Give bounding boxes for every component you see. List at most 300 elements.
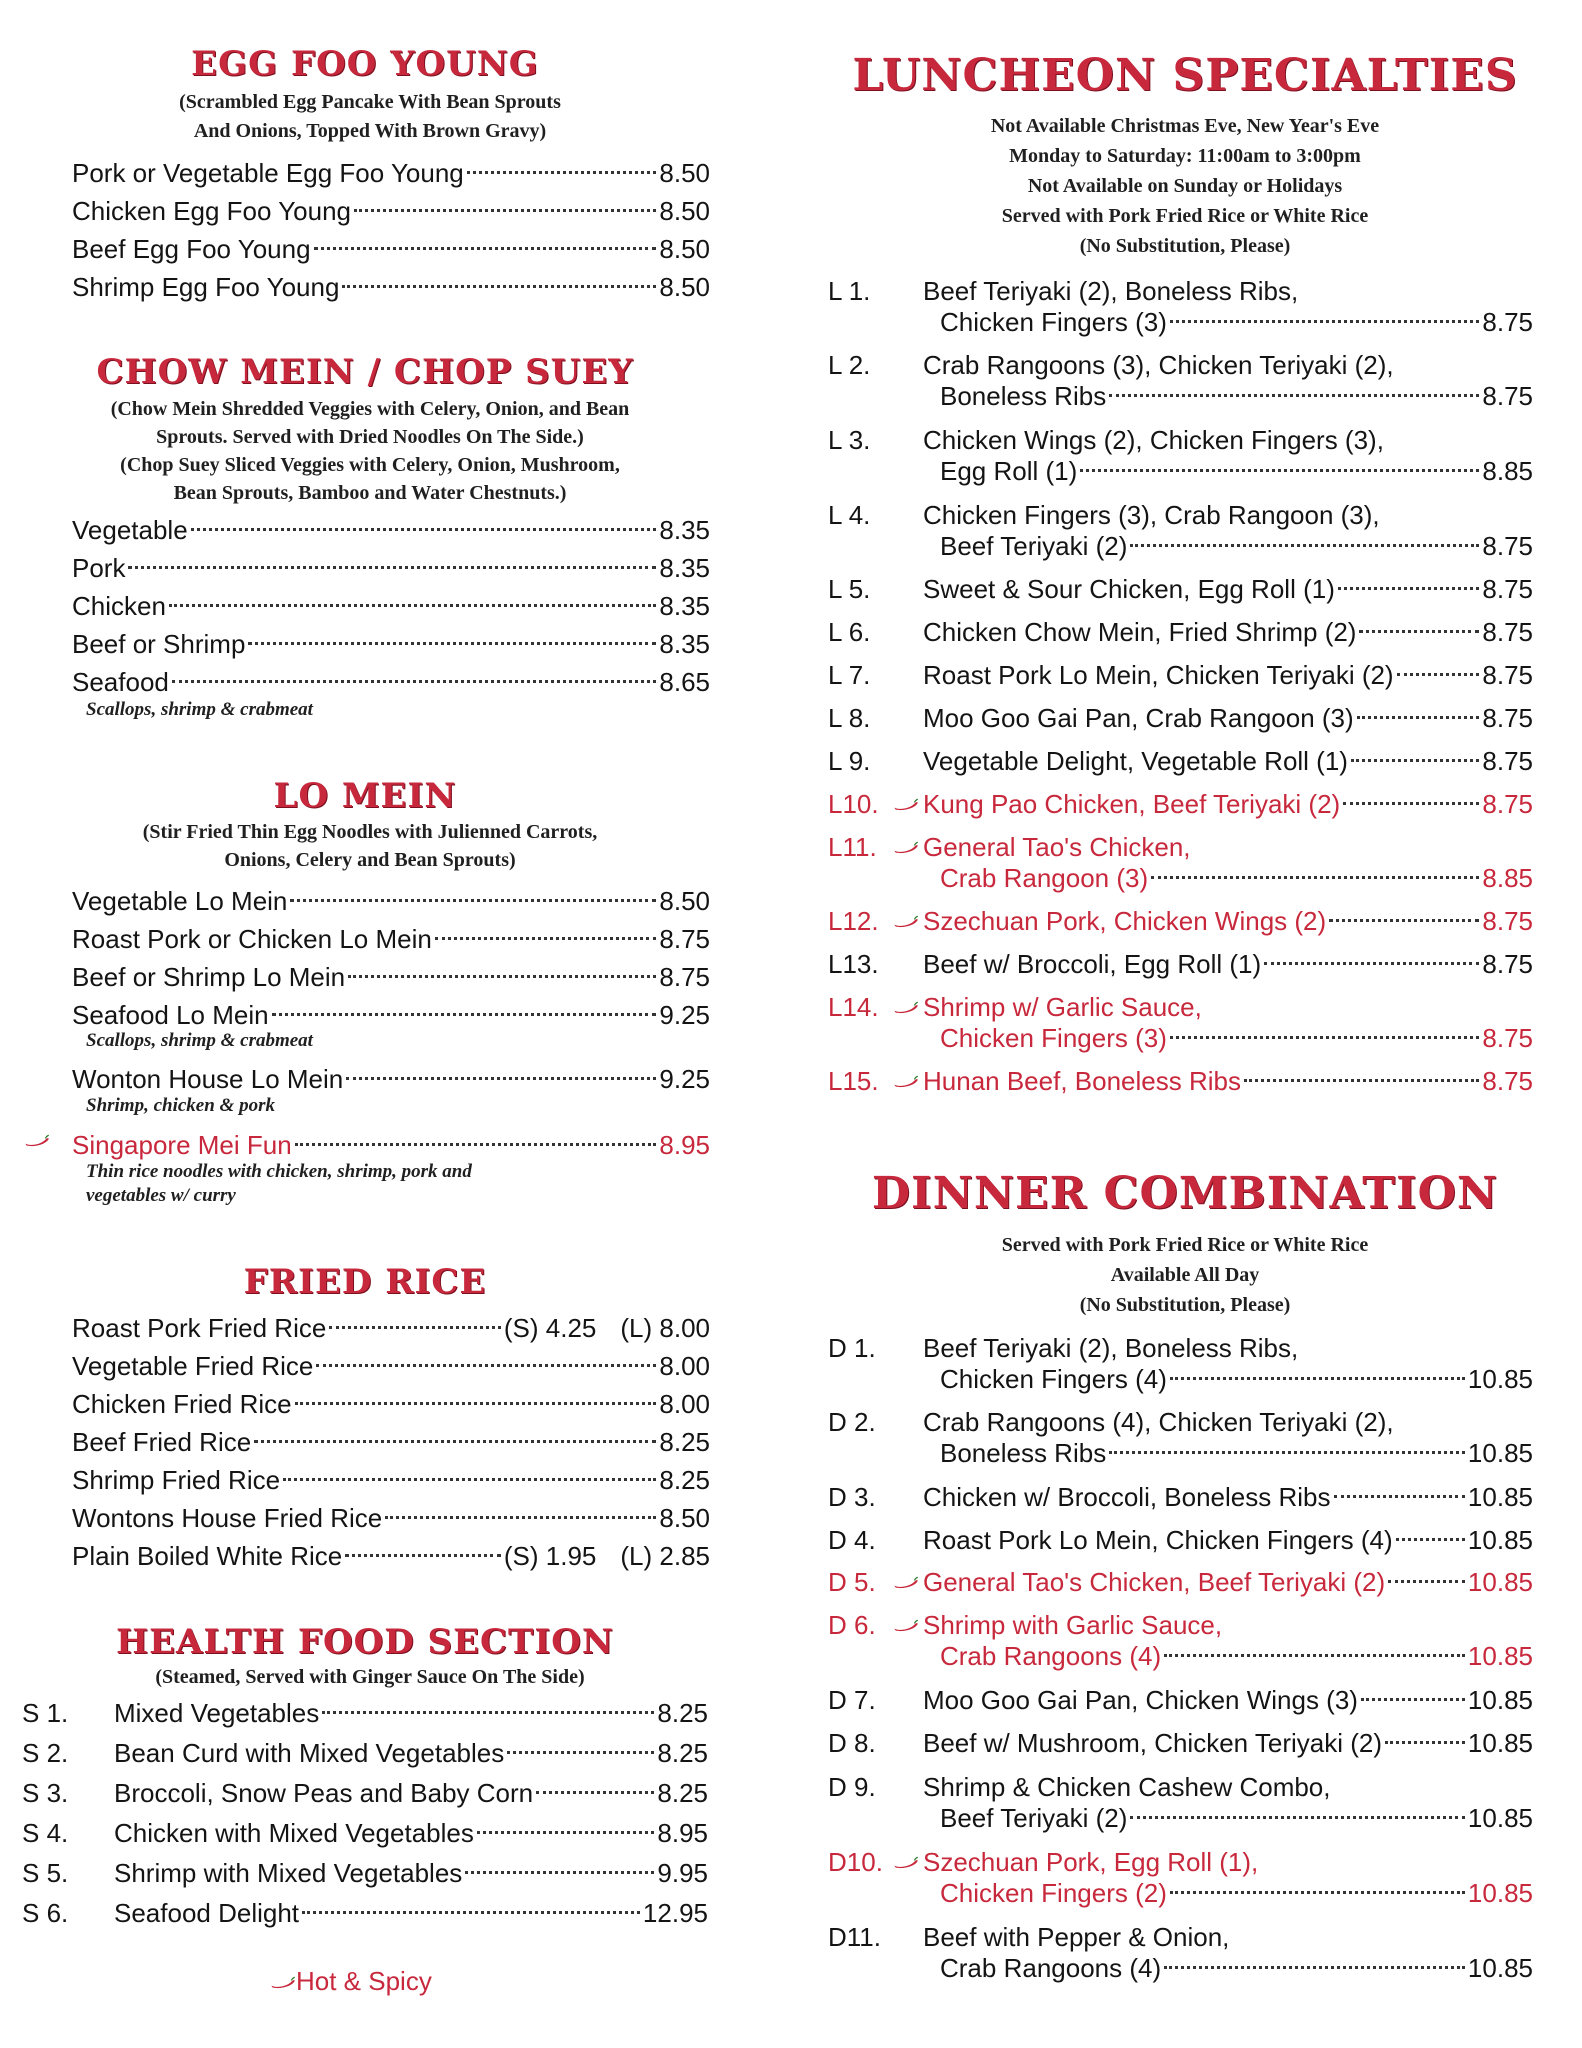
item-price: 8.75 [1482, 789, 1533, 819]
lo-mein-title: LO MEIN [273, 776, 457, 816]
item-text: Hunan Beef, Boneless Ribs [923, 1066, 1241, 1096]
dinner-item [828, 1772, 1533, 1836]
dinner-item [828, 1333, 1533, 1397]
item-name: Chicken with Mixed Vegetables [114, 1818, 474, 1848]
item-code: L 4. [828, 500, 871, 530]
chili-pepper-icon [893, 1001, 919, 1015]
item-note: vegetables w/ curry [86, 1185, 236, 1206]
luncheon-item [828, 574, 1533, 608]
item-price: 8.75 [1482, 660, 1533, 690]
item-price: 12.95 [642, 1898, 708, 1928]
menu-item [72, 1347, 710, 1385]
leader-dots [128, 566, 656, 569]
leader-dots [507, 1751, 654, 1754]
lo-mein-subtitle-2: Onions, Celery and Bean Sprouts) [224, 849, 516, 871]
menu-item [72, 268, 710, 306]
item-price: 8.75 [1482, 906, 1533, 936]
item-line-2: Chicken Fingers (3) [940, 1023, 1167, 1053]
luncheon-item-spicy [828, 1066, 1533, 1100]
item-line-2: Beef Teriyaki (2) [940, 1803, 1128, 1833]
item-code: L14. [828, 992, 879, 1022]
leader-dots [1244, 1079, 1479, 1082]
menu-item [72, 549, 710, 587]
item-price: 8.25 [657, 1778, 708, 1808]
item-name: Vegetable [72, 515, 188, 545]
health-food-subtitle: (Steamed, Served with Ginger Sauce On The Side) [155, 1666, 585, 1688]
item-code: L15. [828, 1066, 879, 1096]
leader-dots [1109, 394, 1479, 397]
item-code: D 8. [828, 1728, 876, 1758]
leader-dots [467, 171, 657, 174]
chow-mein-title: CHOW MEIN / CHOP SUEY [96, 352, 634, 392]
leader-dots [477, 1831, 655, 1834]
item-line-2: Crab Rangoons (4) [940, 1953, 1162, 1983]
menu-item [72, 882, 710, 920]
chow-mein-subtitle-1: (Chow Mein Shredded Veggies with Celery, Onion, and Bean [110, 398, 630, 420]
item-price: 8.35 [659, 591, 710, 621]
item-code: D 6. [828, 1610, 876, 1640]
luncheon-item-spicy [828, 832, 1533, 896]
item-name: Beef or Shrimp Lo Mein [72, 962, 346, 992]
menu-item [72, 1385, 710, 1423]
item-price: 10.85 [1467, 1567, 1533, 1597]
item-name: Pork [72, 553, 126, 583]
item-code: D 1. [828, 1333, 876, 1363]
menu-item-spicy [72, 1126, 710, 1164]
item-code: S 5. [22, 1858, 69, 1888]
leader-dots [1397, 673, 1480, 676]
leader-dots [342, 285, 656, 288]
item-price: 8.75 [1482, 1023, 1533, 1053]
luncheon-item [828, 949, 1533, 983]
item-note: Scallops, shrimp & crabmeat [86, 699, 313, 720]
item-code: D11. [828, 1922, 881, 1952]
item-name: Shrimp Fried Rice [72, 1465, 281, 1495]
item-price: 8.35 [659, 553, 710, 583]
egg-foo-young-title: EGG FOO YOUNG [191, 44, 539, 84]
item-code: D 7. [828, 1685, 876, 1715]
item-line-1: Chicken Fingers (3), Crab Rangoon (3), [923, 500, 1380, 530]
item-line-1: Crab Rangoons (3), Chicken Teriyaki (2), [923, 350, 1394, 380]
chow-mein-subtitle-4: Bean Sprouts, Bamboo and Water Chestnuts.) [173, 482, 567, 504]
item-line-1: Crab Rangoons (4), Chicken Teriyaki (2), [923, 1407, 1394, 1437]
dinner-title: DINNER COMBINATION [871, 1168, 1499, 1219]
chili-pepper-icon [893, 1576, 919, 1590]
dinner-item [828, 1728, 1533, 1762]
item-price: 8.35 [659, 515, 710, 545]
leader-dots [254, 1440, 656, 1443]
leader-dots [536, 1791, 654, 1794]
dinner-item-spicy [828, 1847, 1533, 1911]
chili-pepper-icon [893, 1856, 919, 1870]
item-price: 8.25 [657, 1738, 708, 1768]
item-name: Seafood [72, 667, 169, 697]
legend-label: Hot & Spicy [296, 1966, 432, 1996]
fried-rice-title: FRIED RICE [243, 1262, 487, 1302]
item-price: 8.75 [1482, 746, 1533, 776]
leader-dots [435, 937, 657, 940]
dinner-subtitle-2: Available All Day [1110, 1264, 1260, 1286]
item-note: Thin rice noodles with chicken, shrimp, pork and [86, 1161, 472, 1182]
item-code: S 3. [22, 1778, 69, 1808]
dinner-item [828, 1525, 1533, 1559]
item-text: Roast Pork Lo Mein, Chicken Fingers (4) [923, 1525, 1393, 1555]
dinner-item [828, 1685, 1533, 1719]
item-code: D 9. [828, 1772, 876, 1802]
item-price: 8.95 [657, 1818, 708, 1848]
item-code: L 7. [828, 660, 871, 690]
item-text: Sweet & Sour Chicken, Egg Roll (1) [923, 574, 1335, 604]
chili-pepper-icon [270, 1976, 296, 1990]
luncheon-item-spicy [828, 992, 1533, 1056]
dinner-subtitle-3: (No Substitution, Please) [1079, 1294, 1291, 1316]
menu-item [72, 1499, 710, 1537]
item-price: 8.50 [659, 1503, 710, 1533]
leader-dots [1357, 716, 1480, 719]
leader-dots [295, 1143, 657, 1146]
menu-item [72, 511, 710, 549]
small-price: (S) 1.95 [503, 1541, 597, 1571]
item-code: L11. [828, 832, 877, 862]
item-code: L13. [828, 949, 879, 979]
luncheon-item-spicy [828, 789, 1533, 823]
item-price: 8.25 [657, 1698, 708, 1728]
item-code: L 2. [828, 350, 871, 380]
item-name: Wonton House Lo Mein [72, 1064, 344, 1094]
leader-dots [1329, 919, 1479, 922]
menu-item [72, 625, 710, 663]
item-price: 8.75 [659, 962, 710, 992]
item-code: S 1. [22, 1698, 69, 1728]
item-name: Pork or Vegetable Egg Foo Young [72, 158, 464, 188]
large-price: (L) 8.00 [620, 1313, 710, 1343]
large-price: (L) 2.85 [620, 1541, 710, 1571]
item-code: D10. [828, 1847, 883, 1877]
item-price: 10.85 [1467, 1803, 1533, 1833]
item-price: 8.75 [1482, 1066, 1533, 1096]
menu-item [72, 154, 710, 192]
leader-dots [1164, 1654, 1465, 1657]
hot-spicy-legend [270, 1966, 432, 1997]
item-price: 8.65 [659, 667, 710, 697]
item-text: Moo Goo Gai Pan, Crab Rangoon (3) [923, 703, 1354, 733]
item-text: Chicken w/ Broccoli, Boneless Ribs [923, 1482, 1331, 1512]
item-price: 8.75 [659, 924, 710, 954]
item-line-2: Chicken Fingers (4) [940, 1364, 1167, 1394]
chili-pepper-icon [893, 1619, 919, 1633]
item-line-2: Crab Rangoons (4) [940, 1641, 1162, 1671]
item-name: Wontons House Fried Rice [72, 1503, 383, 1533]
item-code: L12. [828, 906, 879, 936]
item-name: Beef Fried Rice [72, 1427, 252, 1457]
chili-pepper-icon [893, 798, 919, 812]
chili-pepper-icon [893, 841, 919, 855]
menu-item [22, 1858, 708, 1896]
item-price: 8.00 [659, 1389, 710, 1419]
item-line-1: Chicken Wings (2), Chicken Fingers (3), [923, 425, 1384, 455]
item-code: S 2. [22, 1738, 69, 1768]
leader-dots [1151, 876, 1479, 879]
leader-dots [1359, 630, 1479, 633]
item-price: 10.85 [1467, 1685, 1533, 1715]
item-price: 8.35 [659, 629, 710, 659]
leader-dots [329, 1326, 501, 1329]
leader-dots [385, 1516, 656, 1519]
luncheon-item [828, 617, 1533, 651]
menu-item [72, 587, 710, 625]
dinner-item-spicy [828, 1567, 1533, 1601]
item-line-1: General Tao's Chicken, [923, 832, 1191, 862]
item-price: 10.85 [1467, 1641, 1533, 1671]
item-price: 8.25 [659, 1465, 710, 1495]
item-price: 10.85 [1467, 1438, 1533, 1468]
leader-dots [295, 1402, 657, 1405]
item-code: D 2. [828, 1407, 876, 1437]
item-name: Shrimp Egg Foo Young [72, 272, 340, 302]
leader-dots [172, 680, 657, 683]
item-price: 9.25 [659, 1064, 710, 1094]
menu-item [72, 192, 710, 230]
item-price: 8.75 [1482, 531, 1533, 561]
luncheon-item [828, 500, 1533, 564]
leader-dots [1361, 1698, 1465, 1701]
luncheon-item [828, 746, 1533, 780]
item-price: 8.85 [1482, 456, 1533, 486]
item-line-1: Beef Teriyaki (2), Boneless Ribs, [923, 1333, 1299, 1363]
item-price: 8.75 [1482, 703, 1533, 733]
item-text: Szechuan Pork, Chicken Wings (2) [923, 906, 1327, 936]
dinner-item [828, 1407, 1533, 1471]
item-name: Beef Egg Foo Young [72, 234, 311, 264]
leader-dots [1385, 1741, 1465, 1744]
menu-item [72, 958, 710, 996]
item-code: L 6. [828, 617, 871, 647]
item-price: 10.85 [1467, 1728, 1533, 1758]
menu-item [22, 1818, 708, 1856]
luncheon-subtitle-3: Not Available on Sunday or Holidays [1027, 175, 1343, 197]
chow-mein-subtitle-3: (Chop Suey Sliced Veggies with Celery, Onion, Mushroom, [120, 454, 620, 476]
luncheon-subtitle-5: (No Substitution, Please) [1079, 235, 1291, 257]
leader-dots [314, 247, 657, 250]
item-name: Roast Pork or Chicken Lo Mein [72, 924, 432, 954]
leader-dots [1170, 320, 1480, 323]
item-price: 8.75 [1482, 307, 1533, 337]
leader-dots [1109, 1451, 1465, 1454]
luncheon-item [828, 703, 1533, 737]
luncheon-subtitle-1: Not Available Christmas Eve, New Year's Eve [990, 115, 1380, 137]
item-line-1: Shrimp with Garlic Sauce, [923, 1610, 1223, 1640]
item-name: Roast Pork Fried Rice [72, 1313, 327, 1343]
item-line-2: Egg Roll (1) [940, 456, 1078, 486]
menu-item [72, 1423, 710, 1461]
dinner-item [828, 1922, 1533, 1986]
item-price: 8.95 [659, 1130, 710, 1160]
leader-dots [322, 1711, 654, 1714]
leader-dots [346, 1077, 656, 1080]
leader-dots [1334, 1495, 1465, 1498]
chili-pepper-icon [893, 915, 919, 929]
item-code: L 3. [828, 425, 871, 455]
menu-item [72, 1060, 710, 1098]
item-name: Chicken Fried Rice [72, 1389, 292, 1419]
leader-dots [1388, 1580, 1465, 1583]
luncheon-subtitle-4: Served with Pork Fried Rice or White Rice [1001, 205, 1369, 227]
item-code: L 5. [828, 574, 871, 604]
leader-dots [1351, 759, 1479, 762]
leader-dots [348, 975, 656, 978]
lo-mein-subtitle-1: (Stir Fried Thin Egg Noodles with Julienned Carrots, [142, 821, 598, 843]
leader-dots [316, 1364, 656, 1367]
chili-pepper-icon [24, 1134, 50, 1148]
leader-dots [290, 899, 656, 902]
item-text: Chicken Chow Mein, Fried Shrimp (2) [923, 617, 1357, 647]
leader-dots [302, 1911, 640, 1914]
item-price: 8.25 [659, 1427, 710, 1457]
leader-dots [1080, 469, 1479, 472]
item-name: Bean Curd with Mixed Vegetables [114, 1738, 505, 1768]
item-price: 8.75 [1482, 381, 1533, 411]
item-name: Vegetable Lo Mein [72, 886, 288, 916]
item-name: Singapore Mei Fun [72, 1130, 292, 1160]
leader-dots [465, 1871, 654, 1874]
chili-pepper-icon [893, 1075, 919, 1089]
item-name: Chicken [72, 591, 166, 621]
item-price: 8.50 [659, 234, 710, 264]
item-price: 10.85 [1467, 1953, 1533, 1983]
item-price: 8.75 [1482, 949, 1533, 979]
item-line-1: Beef with Pepper & Onion, [923, 1922, 1230, 1952]
leader-dots [283, 1478, 656, 1481]
item-line-1: Shrimp & Chicken Cashew Combo, [923, 1772, 1331, 1802]
item-code: L 8. [828, 703, 871, 733]
menu-item [22, 1738, 708, 1776]
luncheon-item [828, 276, 1533, 340]
item-price: 10.85 [1467, 1525, 1533, 1555]
item-name: Mixed Vegetables [114, 1698, 320, 1728]
item-code: D 4. [828, 1525, 876, 1555]
leader-dots [1170, 1036, 1480, 1039]
menu-item [72, 1537, 710, 1575]
luncheon-subtitle-2: Monday to Saturday: 11:00am to 3:00pm [1009, 145, 1361, 167]
leader-dots [1396, 1538, 1465, 1541]
item-name: Seafood Delight [114, 1898, 300, 1928]
chow-mein-subtitle-2: Sprouts. Served with Dried Noodles On The Side.) [156, 426, 584, 448]
leader-dots [354, 209, 656, 212]
item-price: 8.50 [659, 886, 710, 916]
luncheon-item [828, 425, 1533, 489]
item-line-2: Boneless Ribs [940, 381, 1107, 411]
luncheon-item-spicy [828, 906, 1533, 940]
item-name: Chicken Egg Foo Young [72, 196, 351, 226]
egg-foo-young-subtitle-2: And Onions, Topped With Brown Gravy) [193, 120, 547, 142]
item-line-2: Beef Teriyaki (2) [940, 531, 1128, 561]
menu-item [72, 230, 710, 268]
dinner-item [828, 1482, 1533, 1516]
item-name: Broccoli, Snow Peas and Baby Corn [114, 1778, 534, 1808]
menu-item [72, 1461, 710, 1499]
item-line-2: Chicken Fingers (2) [940, 1878, 1167, 1908]
item-price: 8.00 [659, 1351, 710, 1381]
item-name: Beef or Shrimp [72, 629, 246, 659]
item-code: S 4. [22, 1818, 69, 1848]
item-text: Kung Pao Chicken, Beef Teriyaki (2) [923, 789, 1341, 819]
dinner-subtitle-1: Served with Pork Fried Rice or White Rice [1001, 1234, 1369, 1256]
item-price: 10.85 [1467, 1482, 1533, 1512]
item-price: 10.85 [1467, 1364, 1533, 1394]
leader-dots [1130, 544, 1479, 547]
leader-dots [1170, 1377, 1465, 1380]
item-code: L 9. [828, 746, 871, 776]
item-name: Plain Boiled White Rice [72, 1541, 343, 1571]
item-code: L10. [828, 789, 879, 819]
item-price: 10.85 [1467, 1878, 1533, 1908]
leader-dots [248, 642, 656, 645]
menu-item [72, 920, 710, 958]
item-text: Beef w/ Broccoli, Egg Roll (1) [923, 949, 1262, 979]
luncheon-item [828, 660, 1533, 694]
leader-dots [1338, 587, 1480, 590]
item-text: Roast Pork Lo Mein, Chicken Teriyaki (2) [923, 660, 1394, 690]
egg-foo-young-subtitle-1: (Scrambled Egg Pancake With Bean Sprouts [179, 91, 561, 113]
leader-dots [1164, 1966, 1465, 1969]
item-price: 8.75 [1482, 574, 1533, 604]
dinner-item-spicy [828, 1610, 1533, 1674]
item-text: Moo Goo Gai Pan, Chicken Wings (3) [923, 1685, 1358, 1715]
menu-item [72, 663, 710, 701]
item-name: Shrimp with Mixed Vegetables [114, 1858, 463, 1888]
item-line-1: Beef Teriyaki (2), Boneless Ribs, [923, 276, 1299, 306]
item-price: 9.95 [657, 1858, 708, 1888]
small-price: (S) 4.25 [503, 1313, 597, 1343]
item-note: Scallops, shrimp & crabmeat [86, 1030, 313, 1051]
item-text: Beef w/ Mushroom, Chicken Teriyaki (2) [923, 1728, 1383, 1758]
luncheon-title: LUNCHEON SPECIALTIES [852, 50, 1518, 101]
luncheon-item [828, 350, 1533, 414]
item-text: General Tao's Chicken, Beef Teriyaki (2) [923, 1567, 1386, 1597]
item-price: 9.25 [659, 1000, 710, 1030]
leader-dots [169, 604, 656, 607]
item-line-2: Chicken Fingers (3) [940, 307, 1167, 337]
leader-dots [191, 528, 657, 531]
menu-item [22, 1698, 708, 1736]
menu-item [72, 1309, 710, 1347]
item-note: Shrimp, chicken & pork [86, 1095, 275, 1116]
item-line-1: Szechuan Pork, Egg Roll (1), [923, 1847, 1259, 1877]
item-code: D 5. [828, 1567, 876, 1597]
item-line-2: Boneless Ribs [940, 1438, 1107, 1468]
item-price: 8.50 [659, 196, 710, 226]
item-code: S 6. [22, 1898, 69, 1928]
leader-dots [1170, 1891, 1465, 1894]
item-name: Seafood Lo Mein [72, 1000, 269, 1030]
item-line-2: Crab Rangoon (3) [940, 863, 1149, 893]
item-code: D 3. [828, 1482, 876, 1512]
menu-item [22, 1778, 708, 1816]
item-line-1: Shrimp w/ Garlic Sauce, [923, 992, 1202, 1022]
item-price: 8.50 [659, 158, 710, 188]
item-price: 8.85 [1482, 863, 1533, 893]
leader-dots [1130, 1816, 1465, 1819]
leader-dots [1343, 802, 1479, 805]
health-food-title: HEALTH FOOD SECTION [116, 1622, 614, 1662]
menu-item [22, 1898, 708, 1936]
leader-dots [345, 1554, 501, 1557]
item-text: Vegetable Delight, Vegetable Roll (1) [923, 746, 1348, 776]
item-price: 8.75 [1482, 617, 1533, 647]
item-price: 8.50 [659, 272, 710, 302]
leader-dots [1264, 962, 1479, 965]
item-name: Vegetable Fried Rice [72, 1351, 314, 1381]
